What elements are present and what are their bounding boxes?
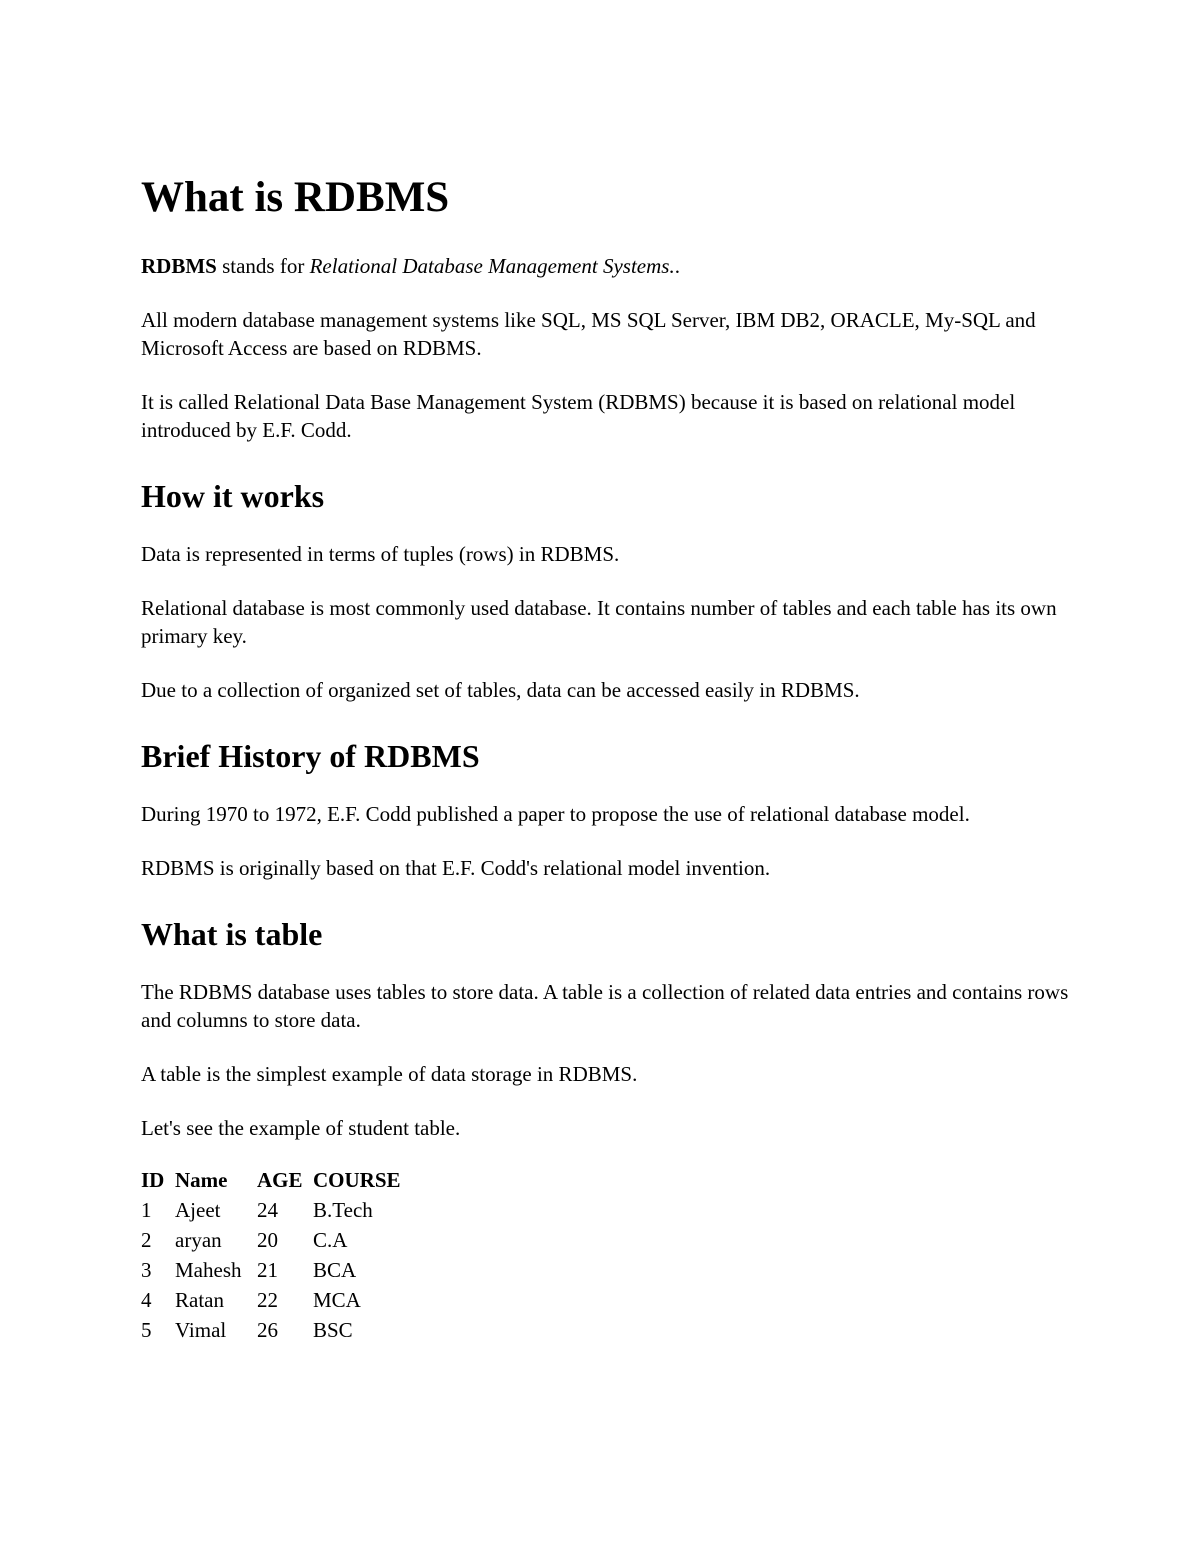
paragraph-tuples: Data is represented in terms of tuples (rows) in RDBMS. [141, 542, 620, 566]
cell-course: MCA [313, 1288, 361, 1312]
cell-id: 1 [141, 1198, 152, 1222]
table-row [141, 1318, 407, 1348]
cell-id: 5 [141, 1318, 152, 1342]
cell-course: BSC [313, 1318, 353, 1342]
column-header-name: Name [175, 1168, 228, 1192]
cell-age: 24 [257, 1198, 278, 1222]
document-page [141, 172, 1071, 1348]
cell-age: 21 [257, 1258, 278, 1282]
table-row [141, 1288, 407, 1318]
paragraph-simplest-example: A table is the simplest example of data storage in RDBMS. [141, 1062, 638, 1086]
cell-name: Ajeet [175, 1198, 221, 1222]
rdbms-expansion: Relational Database Management Systems. [309, 254, 675, 278]
paragraph-codd-model: RDBMS is originally based on that E.F. Codd's relational model invention. [141, 856, 771, 880]
heading-what-is-rdbms: What is RDBMS [141, 174, 450, 221]
column-header-id: ID [141, 1168, 165, 1192]
heading-brief-history: Brief History of RDBMS [141, 738, 480, 774]
table-header-row [141, 1168, 407, 1198]
paragraph-student-example: Let's see the example of student table. [141, 1116, 461, 1140]
cell-id: 4 [141, 1288, 152, 1312]
paragraph-why-relational: It is called Relational Data Base Management System (RDBMS) because it is based on relational model introduced by E.F. Codd. [141, 390, 1016, 442]
heading-what-is-table: What is table [141, 916, 323, 952]
cell-name: Mahesh [175, 1258, 242, 1282]
cell-id: 2 [141, 1228, 152, 1252]
rdbms-definition: RDBMS stands for Relational Database Management Systems.. [141, 254, 680, 278]
table-row [141, 1228, 407, 1258]
paragraph-table-definition: The RDBMS database uses tables to store data. A table is a collection of related data entries and contains rows and columns to store data. [141, 980, 1069, 1032]
cell-course: C.A [313, 1228, 348, 1252]
cell-name: aryan [175, 1228, 222, 1252]
cell-age: 26 [257, 1318, 278, 1342]
cell-course: BCA [313, 1258, 357, 1282]
column-header-course: COURSE [313, 1168, 401, 1192]
cell-age: 22 [257, 1288, 278, 1312]
table-row [141, 1258, 407, 1288]
paragraph-modern-dbms: All modern database management systems like SQL, MS SQL Server, IBM DB2, ORACLE, My-SQL and Microsoft Access are based on RDBMS. [141, 308, 1036, 360]
paragraph-primary-key: Relational database is most commonly used database. It contains number of tables and each table has its own primary key. [141, 596, 1057, 648]
paragraph-codd-paper: During 1970 to 1972, E.F. Codd published a paper to propose the use of relational database model. [141, 802, 970, 826]
cell-name: Ratan [175, 1288, 224, 1312]
table-row [141, 1198, 407, 1228]
rdbms-term: RDBMS [141, 254, 217, 278]
student-table [141, 1168, 407, 1348]
column-header-age: AGE [257, 1168, 303, 1192]
paragraph-accessed-easily: Due to a collection of organized set of tables, data can be accessed easily in RDBMS. [141, 678, 860, 702]
heading-how-it-works: How it works [141, 478, 325, 514]
cell-id: 3 [141, 1258, 152, 1282]
cell-age: 20 [257, 1228, 278, 1252]
cell-course: B.Tech [313, 1198, 373, 1222]
cell-name: Vimal [175, 1318, 227, 1342]
